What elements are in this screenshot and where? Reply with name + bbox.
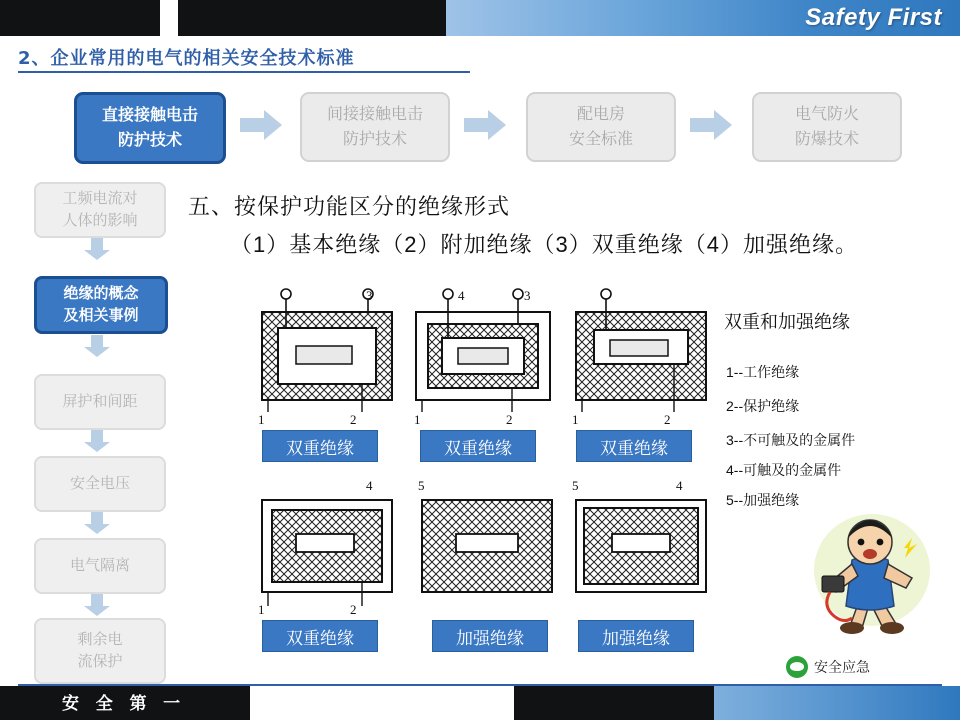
wechat-badge xyxy=(786,656,870,678)
section-title-underline xyxy=(18,71,470,73)
insulation-diagram-5 xyxy=(412,486,562,610)
diagram-3-bottom-num-2: 2 xyxy=(664,412,671,427)
sidebar-item-1-line1: 工频电流对 xyxy=(62,190,138,207)
diagram-1-bottom-num-2: 2 xyxy=(350,412,357,427)
insulation-diagram-3 xyxy=(566,286,716,416)
sidebar-item-6-line2: 流保护 xyxy=(77,653,123,670)
main-heading: 五、按保护功能区分的绝缘形式 xyxy=(188,194,511,219)
flow-step-2-line2: 防护技术 xyxy=(342,131,407,148)
sidebar-item-6[interactable] xyxy=(34,618,166,684)
legend-item-4: 4--可触及的金属件 xyxy=(726,462,842,478)
insulation-diagram-1 xyxy=(252,286,402,416)
sidebar-item-2-line2: 及相关事例 xyxy=(63,307,139,324)
diagram-3-bottom-num-1: 1 xyxy=(572,412,579,427)
diagram-5-top-num-5: 5 xyxy=(418,478,425,493)
electric-shock-cartoon-icon xyxy=(800,508,940,638)
flow-step-3-line1: 配电房 xyxy=(576,106,625,123)
sidebar-item-2[interactable] xyxy=(34,276,168,334)
legend-item-3: 3--不可触及的金属件 xyxy=(726,432,856,448)
diagram-4-label: 双重绝缘 xyxy=(262,620,378,652)
sidebar-arrow-1-icon xyxy=(84,238,110,260)
sidebar-arrow-5-icon xyxy=(84,594,110,616)
banner-white-gap xyxy=(160,0,178,36)
diagram-1-top-num-3: 3 xyxy=(366,288,373,303)
sidebar-item-4-line1: 安全电压 xyxy=(69,475,130,492)
flow-arrow-2-icon xyxy=(464,110,506,140)
diagram-2-top-num-3: 3 xyxy=(524,288,531,303)
sidebar-arrow-3-icon xyxy=(84,430,110,452)
sidebar-item-6-line1: 剩余电 xyxy=(77,631,123,648)
flow-step-1-line2: 防护技术 xyxy=(117,132,182,149)
insulation-diagram-2 xyxy=(408,286,558,416)
footer-text: 安 全 第 一 xyxy=(62,694,187,713)
flow-arrow-3-icon xyxy=(690,110,732,140)
insulation-diagram-6 xyxy=(566,486,716,610)
sidebar-item-3[interactable] xyxy=(34,374,166,430)
sidebar-item-2-line1: 绝缘的概念 xyxy=(63,285,139,302)
diagram-2-bottom-num-1: 1 xyxy=(414,412,421,427)
diagram-6-top-num-5: 5 xyxy=(572,478,579,493)
banner-black-segment-2 xyxy=(178,0,446,36)
flow-step-2[interactable] xyxy=(300,92,450,162)
legend-title: 双重和加强绝缘 xyxy=(724,312,850,332)
legend-item-1: 1--工作绝缘 xyxy=(726,364,800,380)
flow-step-3-line2: 安全标准 xyxy=(568,131,633,148)
legend-item-2: 2--保护绝缘 xyxy=(726,398,800,414)
sidebar-arrow-4-icon xyxy=(84,512,110,534)
flow-step-4-line2: 防爆技术 xyxy=(794,131,859,148)
footer-black-segment-2 xyxy=(514,686,714,720)
banner-black-segment-1 xyxy=(0,0,160,36)
wechat-label: 安全应急 xyxy=(814,659,870,675)
footer-gradient-segment xyxy=(714,686,960,720)
flow-arrow-1-icon xyxy=(240,110,282,140)
diagram-6-label: 加强绝缘 xyxy=(578,620,694,652)
top-banner xyxy=(0,0,960,36)
flow-step-2-line1: 间接接触电击 xyxy=(326,106,423,123)
diagram-2-label: 双重绝缘 xyxy=(420,430,536,462)
flow-step-3[interactable] xyxy=(526,92,676,162)
diagram-1-bottom-num-1: 1 xyxy=(258,412,265,427)
sidebar-arrow-2-icon xyxy=(84,335,110,357)
diagram-4-bottom-num-1: 1 xyxy=(258,602,265,617)
diagram-4-top-num-4: 4 xyxy=(366,478,373,493)
diagram-4-bottom-num-2: 2 xyxy=(350,602,357,617)
sidebar-item-5[interactable] xyxy=(34,538,166,594)
banner-title: Safety First xyxy=(805,4,942,31)
sidebar-item-5-line1: 电气隔离 xyxy=(69,557,130,574)
diagram-2-top-num-4: 4 xyxy=(458,288,465,303)
sidebar-item-4[interactable] xyxy=(34,456,166,512)
main-subheading: （1）基本绝缘（2）附加绝缘（3）双重绝缘（4）加强绝缘。 xyxy=(230,232,858,257)
flow-step-1-line1: 直接接触电击 xyxy=(101,107,198,124)
wechat-icon xyxy=(786,656,808,678)
bottom-banner xyxy=(0,686,960,720)
sidebar-item-1[interactable] xyxy=(34,182,166,238)
footer-white-gap xyxy=(250,686,514,720)
diagram-3-label: 双重绝缘 xyxy=(576,430,692,462)
legend-item-5: 5--加强绝缘 xyxy=(726,492,800,508)
diagram-6-top-num-4: 4 xyxy=(676,478,683,493)
flow-step-4-line1: 电气防火 xyxy=(794,106,859,123)
sidebar-item-3-line1: 屏护和间距 xyxy=(62,393,138,410)
diagram-1-label: 双重绝缘 xyxy=(262,430,378,462)
sidebar-item-1-line2: 人体的影响 xyxy=(62,212,138,229)
insulation-diagram-4 xyxy=(252,486,402,610)
flow-step-1[interactable] xyxy=(74,92,226,164)
diagram-2-bottom-num-2: 2 xyxy=(506,412,513,427)
flow-step-4[interactable] xyxy=(752,92,902,162)
section-title: 2、企业常用的电气的相关安全技术标准 xyxy=(18,48,355,69)
diagram-5-label: 加强绝缘 xyxy=(432,620,548,652)
